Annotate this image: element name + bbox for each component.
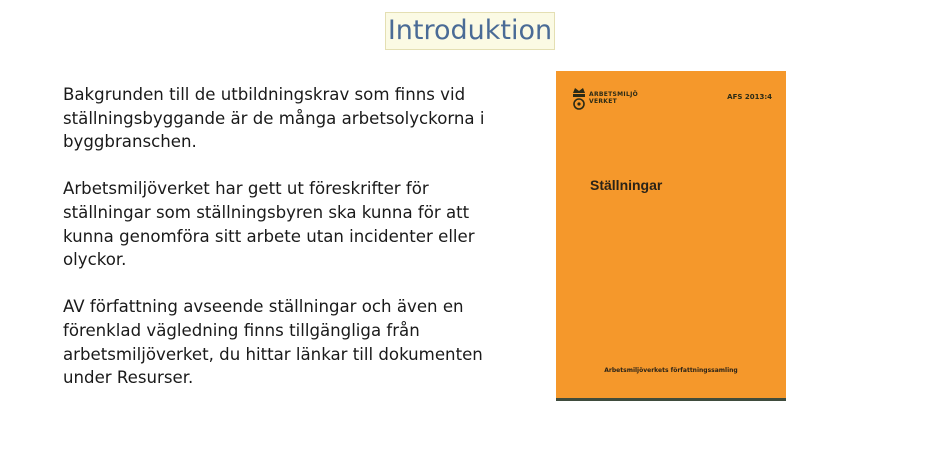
cover-logo: [570, 85, 660, 111]
crown-emblem-icon: [570, 85, 588, 111]
document-cover-image: [556, 71, 786, 401]
cover-title: Ställningar: [590, 177, 663, 193]
logo-line-1: ARBETSMILJÖ: [589, 91, 639, 98]
paragraph-regulations: Arbetsmiljöverket har gett ut föreskrifter för ställningar som ställningsbyren ska kunna för att kunna genomföra sitt arbete utan incidenter eller olyckor.: [63, 179, 475, 270]
title-container: [0, 12, 940, 50]
logo-wordmark: [589, 91, 638, 105]
cover-document-code: AFS 2013:4: [727, 93, 772, 101]
intro-text: [63, 83, 493, 413]
page-title: Introduktion: [385, 12, 555, 50]
paragraph-resources: AV författning avseende ställningar och även en förenklad vägledning finns tillgängliga från arbetsmiljöverket, du hittar länkar till dokumenten under Resurser.: [63, 297, 483, 388]
logo-line-2: VERKET: [589, 98, 618, 105]
cover-footer: Arbetsmiljöverkets författningssamling: [604, 367, 738, 374]
paragraph-background: Bakgrunden till de utbildningskrav som finns vid ställningsbyggande är de många arbetsolyckorna i byggbranschen.: [63, 85, 485, 152]
